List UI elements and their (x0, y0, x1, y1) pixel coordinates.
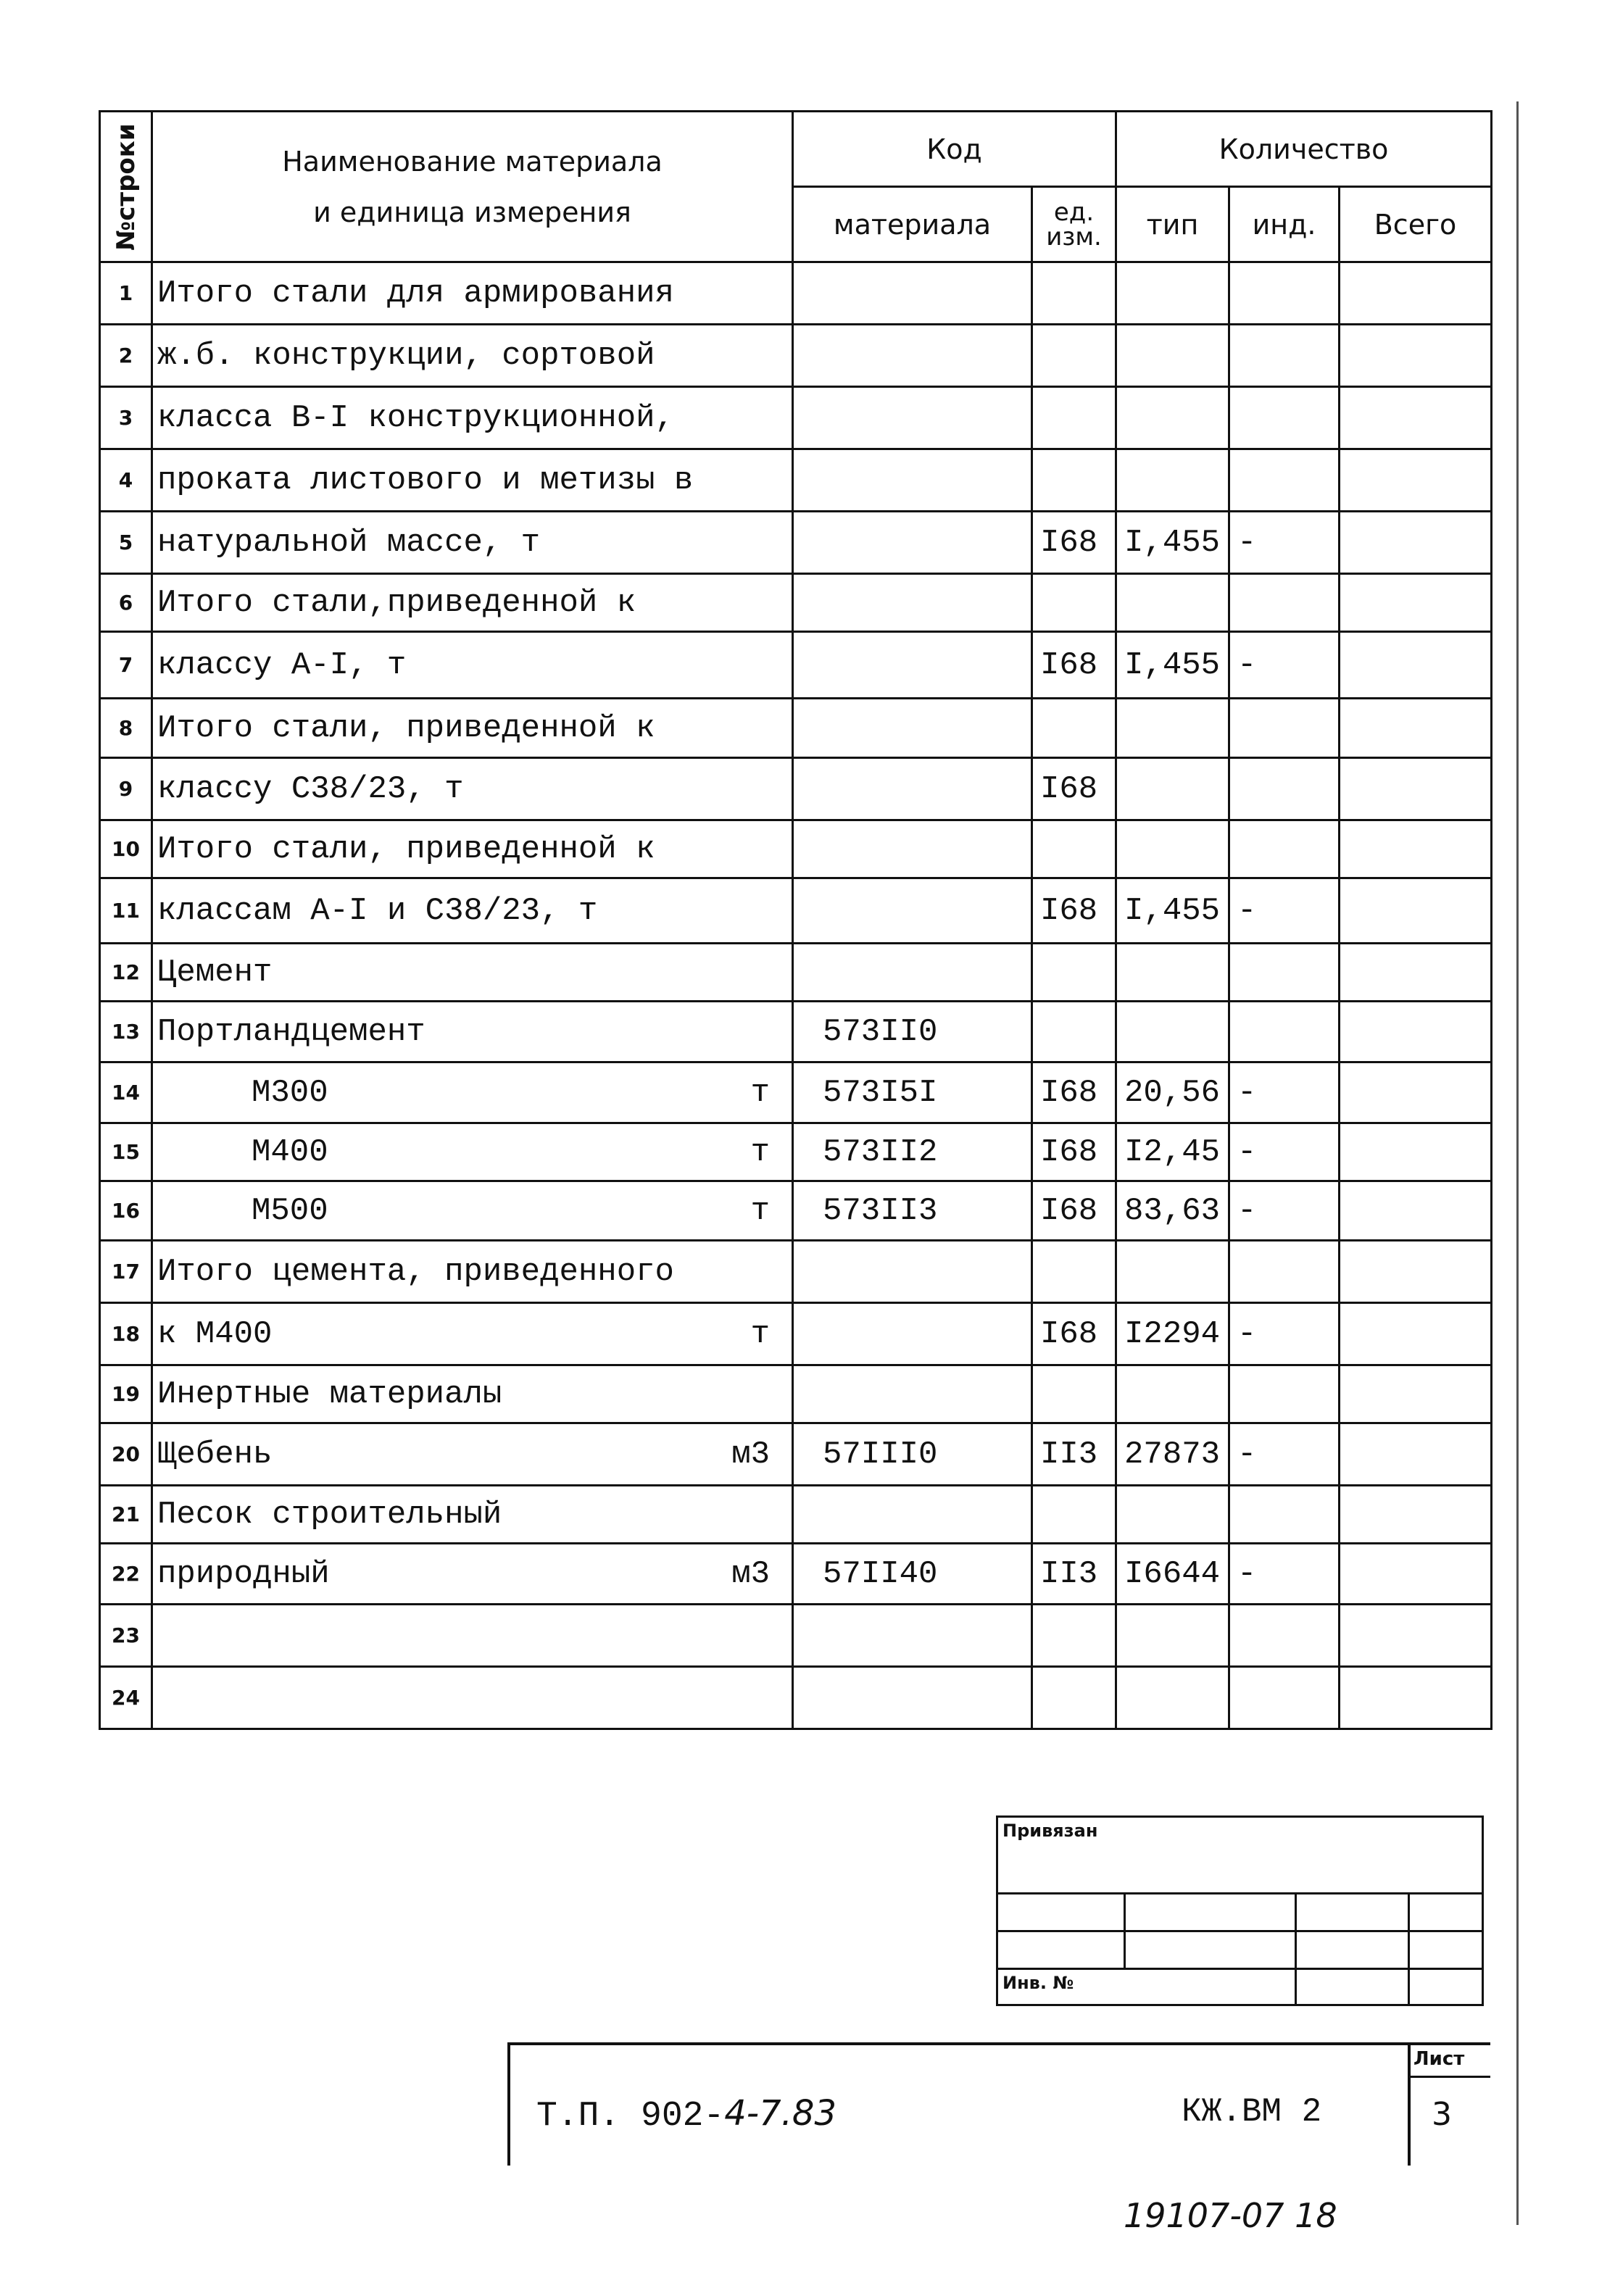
unit-code: I68 (1032, 1181, 1116, 1241)
row-number: 15 (100, 1123, 152, 1181)
material-name-text: Портландцемент (157, 1013, 425, 1050)
material-name-text: классам А-I и С38/23, т (157, 892, 598, 929)
material-code (793, 758, 1032, 820)
material-name (152, 262, 793, 325)
material-code (793, 878, 1032, 944)
material-name-text: классу А-I, т (157, 646, 407, 683)
unit-code (1032, 325, 1116, 387)
unit-code (1032, 1667, 1116, 1729)
row-number: 9 (100, 758, 152, 820)
material-code (793, 262, 1032, 325)
material-unit: т (750, 1074, 770, 1111)
table-row (100, 262, 1492, 325)
material-code (793, 1241, 1032, 1303)
quantity-ind (1229, 1365, 1340, 1423)
quantity-ind: - (1229, 1123, 1340, 1181)
row-number: 20 (100, 1423, 152, 1486)
material-name (152, 387, 793, 449)
unit-code (1032, 449, 1116, 512)
row-number: 14 (100, 1062, 152, 1123)
quantity-total (1340, 262, 1492, 325)
unit-code: I68 (1032, 1303, 1116, 1365)
quantity-ind (1229, 1605, 1340, 1667)
quantity-total (1340, 1241, 1492, 1303)
quantity-ind (1229, 1241, 1340, 1303)
table-row (100, 325, 1492, 387)
unit-code (1032, 262, 1116, 325)
table-row (100, 449, 1492, 512)
table-row (100, 1486, 1492, 1544)
attachment-stamp (996, 1815, 1484, 2006)
quantity-header: Количество (1116, 112, 1492, 187)
unit-code: I68 (1032, 878, 1116, 944)
sheet-divider (1408, 2076, 1490, 2078)
material-name (152, 878, 793, 944)
quantity-type (1116, 387, 1229, 449)
row-number: 3 (100, 387, 152, 449)
sheet-label: Лист (1413, 2048, 1465, 2070)
material-code (793, 387, 1032, 449)
material-name (152, 574, 793, 632)
inventory-number-label: Инв. № (997, 1969, 1296, 2005)
name-header: Наименование материала и единица измерения (152, 112, 793, 262)
quantity-type: 83,63 (1116, 1181, 1229, 1241)
unit-code: I68 (1032, 1123, 1116, 1181)
material-code (793, 1303, 1032, 1365)
material-name (152, 325, 793, 387)
quantity-ind (1229, 387, 1340, 449)
material-name-text: природный (157, 1555, 330, 1592)
quantity-total (1340, 512, 1492, 574)
material-unit: м3 (731, 1436, 770, 1473)
material-code: 573II3 (793, 1181, 1032, 1241)
table-row (100, 632, 1492, 699)
unit-code (1032, 699, 1116, 758)
table-row (100, 1544, 1492, 1605)
table-row (100, 1181, 1492, 1241)
material-name (152, 1123, 793, 1181)
material-name (152, 1423, 793, 1486)
material-code (793, 449, 1032, 512)
material-unit: т (750, 1315, 770, 1352)
material-name-text: Итого цемента, приведенного (157, 1253, 674, 1290)
quantity-total (1340, 1062, 1492, 1123)
row-number: 19 (100, 1365, 152, 1423)
unit-code: I68 (1032, 512, 1116, 574)
row-number: 5 (100, 512, 152, 574)
quantity-total (1340, 699, 1492, 758)
material-name (152, 820, 793, 878)
material-name (152, 1241, 793, 1303)
type-quantity-header: тип (1116, 187, 1229, 262)
material-name (152, 632, 793, 699)
quantity-total (1340, 878, 1492, 944)
quantity-ind: - (1229, 878, 1340, 944)
material-code (793, 574, 1032, 632)
quantity-total (1340, 632, 1492, 699)
row-number: 16 (100, 1181, 152, 1241)
table-row (100, 574, 1492, 632)
quantity-total (1340, 758, 1492, 820)
table-row (100, 1303, 1492, 1365)
row-number: 8 (100, 699, 152, 758)
material-code (793, 1365, 1032, 1423)
quantity-type: I,455 (1116, 512, 1229, 574)
quantity-type: I2294 (1116, 1303, 1229, 1365)
material-code (793, 944, 1032, 1002)
ind-quantity-header: инд. (1229, 187, 1340, 262)
quantity-type: 20,56 (1116, 1062, 1229, 1123)
material-name-text: к М400 (157, 1315, 273, 1352)
quantity-ind (1229, 325, 1340, 387)
quantity-type: I6644 (1116, 1544, 1229, 1605)
material-name (152, 699, 793, 758)
quantity-type: I,455 (1116, 632, 1229, 699)
quantity-ind (1229, 1667, 1340, 1729)
row-number: 22 (100, 1544, 152, 1605)
material-name (152, 1486, 793, 1544)
row-number: 23 (100, 1605, 152, 1667)
quantity-ind (1229, 944, 1340, 1002)
row-number: 7 (100, 632, 152, 699)
quantity-total (1340, 387, 1492, 449)
row-number: 2 (100, 325, 152, 387)
quantity-type (1116, 1002, 1229, 1062)
quantity-total (1340, 820, 1492, 878)
material-name-text: М500 (252, 1192, 328, 1229)
quantity-total (1340, 944, 1492, 1002)
table-row (100, 1423, 1492, 1486)
quantity-total (1340, 1181, 1492, 1241)
material-name-text: Итого стали, приведенной к (157, 831, 655, 868)
table-row (100, 1002, 1492, 1062)
quantity-total (1340, 1667, 1492, 1729)
material-unit: м3 (731, 1555, 770, 1592)
quantity-ind (1229, 1002, 1340, 1062)
document-code: Т.П. 902-4-7.83 (536, 2093, 836, 2136)
table-row (100, 758, 1492, 820)
material-name-text: М400 (252, 1134, 328, 1170)
quantity-ind: - (1229, 1544, 1340, 1605)
material-name-text: проката листового и метизы в (157, 462, 694, 499)
sheet-number: 3 (1432, 2096, 1452, 2133)
unit-code (1032, 574, 1116, 632)
material-code: 573I5I (793, 1062, 1032, 1123)
material-code (793, 699, 1032, 758)
material-name-text: Цемент (157, 954, 273, 991)
quantity-type (1116, 758, 1229, 820)
table-row (100, 944, 1492, 1002)
quantity-ind: - (1229, 1423, 1340, 1486)
unit-code (1032, 944, 1116, 1002)
quantity-total (1340, 1303, 1492, 1365)
quantity-type (1116, 1241, 1229, 1303)
row-number: 13 (100, 1002, 152, 1062)
material-name-text: Песок строительный (157, 1496, 502, 1533)
material-name (152, 1181, 793, 1241)
quantity-type (1116, 325, 1229, 387)
row-number: 18 (100, 1303, 152, 1365)
quantity-type (1116, 699, 1229, 758)
unit-code-header: ед. изм. (1032, 187, 1116, 262)
row-number: 1 (100, 262, 152, 325)
quantity-ind (1229, 1486, 1340, 1544)
unit-code (1032, 387, 1116, 449)
handwritten-archive-number: 19107-07 18 (1124, 2196, 1337, 2235)
material-name (152, 512, 793, 574)
unit-code (1032, 1605, 1116, 1667)
material-code (793, 820, 1032, 878)
row-number-header: №строки (100, 112, 152, 262)
unit-code: I68 (1032, 758, 1116, 820)
quantity-total (1340, 449, 1492, 512)
quantity-ind: - (1229, 1181, 1340, 1241)
unit-code (1032, 1241, 1116, 1303)
material-code (793, 325, 1032, 387)
material-name-text: Итого стали, приведенной к (157, 710, 655, 746)
material-name (152, 1365, 793, 1423)
quantity-type (1116, 449, 1229, 512)
material-name-text: М300 (252, 1074, 328, 1111)
quantity-ind: - (1229, 1062, 1340, 1123)
row-number: 24 (100, 1667, 152, 1729)
table-row (100, 820, 1492, 878)
material-name-text: Щебень (157, 1436, 273, 1473)
quantity-type (1116, 1365, 1229, 1423)
row-number: 12 (100, 944, 152, 1002)
quantity-type (1116, 1667, 1229, 1729)
code-header: Код (793, 112, 1116, 187)
material-name (152, 1002, 793, 1062)
unit-code: I68 (1032, 632, 1116, 699)
row-number: 4 (100, 449, 152, 512)
materials-table (99, 110, 1492, 1730)
total-quantity-header: Всего (1340, 187, 1492, 262)
unit-code: II3 (1032, 1423, 1116, 1486)
table-row (100, 512, 1492, 574)
table-row (100, 1365, 1492, 1423)
unit-code: II3 (1032, 1544, 1116, 1605)
material-code (793, 1667, 1032, 1729)
quantity-total (1340, 1002, 1492, 1062)
quantity-total (1340, 1544, 1492, 1605)
row-number: 6 (100, 574, 152, 632)
quantity-ind: - (1229, 1303, 1340, 1365)
quantity-ind (1229, 574, 1340, 632)
unit-code (1032, 1486, 1116, 1544)
material-code (793, 1486, 1032, 1544)
quantity-type (1116, 574, 1229, 632)
quantity-type: 27873 (1116, 1423, 1229, 1486)
row-number: 10 (100, 820, 152, 878)
quantity-type (1116, 944, 1229, 1002)
unit-code (1032, 1002, 1116, 1062)
quantity-ind (1229, 820, 1340, 878)
material-name-text: Инертные материалы (157, 1376, 502, 1413)
quantity-total (1340, 1123, 1492, 1181)
table-row (100, 1123, 1492, 1181)
material-unit: т (750, 1134, 770, 1170)
row-number: 11 (100, 878, 152, 944)
quantity-type (1116, 1605, 1229, 1667)
material-name (152, 449, 793, 512)
material-code-header: материала (793, 187, 1032, 262)
table-row (100, 1667, 1492, 1729)
quantity-type (1116, 820, 1229, 878)
material-name-text: Итого стали,приведенной к (157, 584, 636, 621)
page-right-edge-line (1516, 101, 1519, 2225)
quantity-total (1340, 1423, 1492, 1486)
table-row (100, 878, 1492, 944)
table-row (100, 1605, 1492, 1667)
material-name (152, 1062, 793, 1123)
material-name (152, 1605, 793, 1667)
material-name-text: ж.б. конструкции, сортовой (157, 337, 655, 374)
table-row (100, 387, 1492, 449)
material-name (152, 1667, 793, 1729)
quantity-ind: - (1229, 512, 1340, 574)
material-code (793, 632, 1032, 699)
quantity-total (1340, 325, 1492, 387)
material-name-text: классу С38/23, т (157, 770, 464, 807)
table-row (100, 1062, 1492, 1123)
material-code (793, 1605, 1032, 1667)
quantity-ind (1229, 758, 1340, 820)
quantity-type: I2,45 (1116, 1123, 1229, 1181)
quantity-total (1340, 1365, 1492, 1423)
material-code: 573II0 (793, 1002, 1032, 1062)
quantity-total (1340, 1486, 1492, 1544)
material-code: 57II40 (793, 1544, 1032, 1605)
unit-code (1032, 1365, 1116, 1423)
quantity-ind (1229, 262, 1340, 325)
row-number: 17 (100, 1241, 152, 1303)
drawing-mark: КЖ.ВМ 2 (1182, 2093, 1322, 2131)
quantity-type (1116, 1486, 1229, 1544)
quantity-ind (1229, 449, 1340, 512)
material-code: 573II2 (793, 1123, 1032, 1181)
quantity-total (1340, 574, 1492, 632)
quantity-ind: - (1229, 632, 1340, 699)
unit-code (1032, 820, 1116, 878)
material-name-text: Итого стали для армирования (157, 275, 674, 312)
row-number: 21 (100, 1486, 152, 1544)
quantity-type (1116, 262, 1229, 325)
material-name-text: класса В-I конструкционной, (157, 399, 674, 436)
material-name (152, 944, 793, 1002)
material-name (152, 758, 793, 820)
material-name (152, 1544, 793, 1605)
material-code: 57III0 (793, 1423, 1032, 1486)
quantity-type: I,455 (1116, 878, 1229, 944)
unit-code: I68 (1032, 1062, 1116, 1123)
material-name (152, 1303, 793, 1365)
quantity-ind (1229, 699, 1340, 758)
material-code (793, 512, 1032, 574)
quantity-total (1340, 1605, 1492, 1667)
material-name-text: натуральной массе, т (157, 524, 541, 561)
attached-label: Привязан (997, 1817, 1483, 1894)
material-unit: т (750, 1192, 770, 1229)
table-row (100, 699, 1492, 758)
table-row (100, 1241, 1492, 1303)
